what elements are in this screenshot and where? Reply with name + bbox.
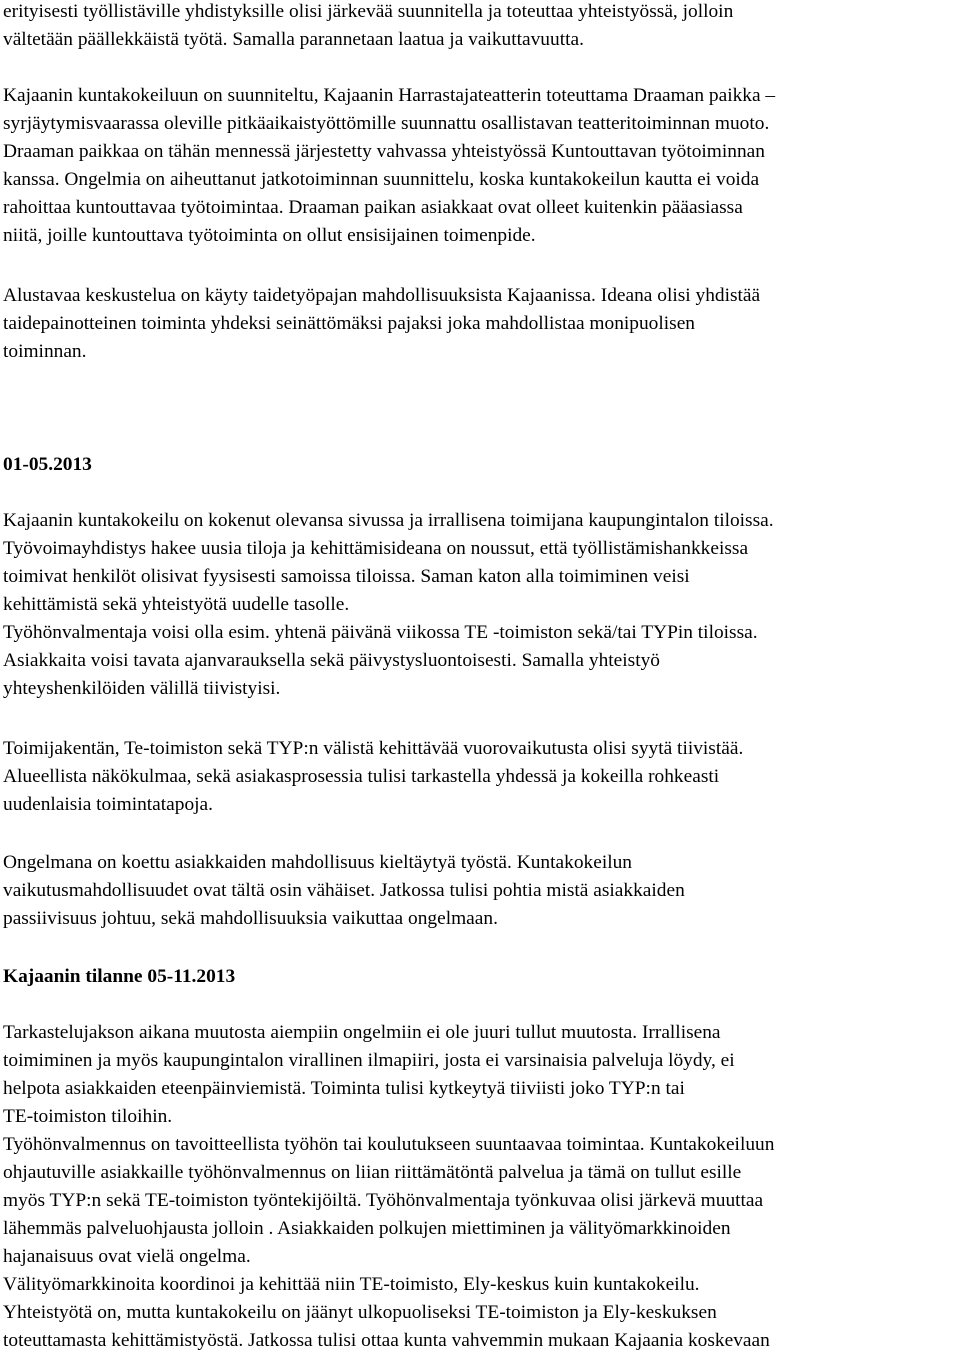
- text-line: Toimijakentän, Te-toimiston sekä TYP:n välistä kehittävää vuorovaikutusta olisi syytä tiivistää.: [3, 738, 744, 759]
- heading-text: Kajaanin tilanne 05-11.2013: [3, 966, 236, 987]
- text-line: toiminnan.: [3, 341, 87, 362]
- text-line: erityisesti työllistäville yhdistyksille olisi järkevää suunnitella ja toteuttaa yhteistyössä, jolloin: [3, 1, 734, 22]
- paragraph-taidetyopaja: [3, 282, 960, 366]
- paragraph-ongelmana: [3, 849, 960, 933]
- text-line: TE-toimiston tiloihin.: [3, 1106, 173, 1127]
- text-line: syrjäytymisvaarassa oleville pitkäaikaistyöttömille suunnattu osallistavan teatteritoiminnan muoto.: [3, 113, 770, 134]
- paragraph-tilat: [3, 507, 960, 703]
- text-line: Työhönvalmennus on tavoitteellista työhön tai koulutukseen suuntaavaa toimintaa. Kuntakokeiluun: [3, 1134, 775, 1155]
- text-line: Alustavaa keskustelua on käyty taidetyöpajan mahdollisuuksista Kajaanissa. Ideana olisi yhdistää: [3, 285, 761, 306]
- text-line: Draaman paikkaa on tähän mennessä järjestetty vahvassa yhteistyössä Kuntouttavan työtoiminnan: [3, 141, 765, 162]
- text-line: hajanaisuus ovat vielä ongelma.: [3, 1246, 251, 1267]
- section-heading-01-05-2013: [3, 451, 960, 479]
- text-line: toimiminen ja myös kaupungintalon virallinen ilmapiiri, josta ei varsinaisia palveluja löydy, ei: [3, 1050, 735, 1071]
- text-line: kanssa. Ongelmia on aiheuttanut jatkotoiminnan suunnittelu, koska kuntakokeilun kautta ei voida: [3, 169, 760, 190]
- paragraph-intro: [3, 0, 960, 54]
- section-heading-kajaanin-tilanne: [3, 963, 960, 991]
- text-line: Kajaanin kuntakokeilu on kokenut olevansa sivussa ja irrallisena toimijana kaupungintalon tiloissa.: [3, 510, 774, 531]
- paragraph-tarkastelujakso: [3, 1019, 960, 1355]
- paragraph-draaman-paikka: [3, 82, 960, 250]
- text-line: ohjautuville asiakkaille työhönvalmennus on liian riittämätöntä palvelua ja tämä on tullut esille: [3, 1162, 742, 1183]
- text-line: uudenlaisia toimintatapoja.: [3, 794, 214, 815]
- paragraph-vuorovaikutus: [3, 735, 960, 819]
- text-line: Asiakkaita voisi tavata ajanvarauksella sekä päivystysluontoisesti. Samalla yhteistyö: [3, 650, 660, 671]
- text-line: Työhönvalmentaja voisi olla esim. yhtenä päivänä viikossa TE -toimiston sekä/tai TYPin tiloissa.: [3, 622, 758, 643]
- text-line: rahoittaa kuntouttavaa työtoimintaa. Draaman paikan asiakkaat ovat olleet kuitenkin pääasiassa: [3, 197, 743, 218]
- text-line: yhteyshenkilöiden välillä tiivistyisi.: [3, 678, 281, 699]
- text-line: Tarkastelujakson aikana muutosta aiempiin ongelmiin ei ole juuri tullut muutosta. Irrallisena: [3, 1022, 721, 1043]
- text-line: taidepainotteinen toiminta yhdeksi seinättömäksi pajaksi joka mahdollistaa monipuolisen: [3, 313, 696, 334]
- text-line: toimivat henkilöt olisivat fyysisesti samoissa tiloissa. Saman katon alla toimiminen veisi: [3, 566, 690, 587]
- text-line: kehittämistä sekä yhteistyötä uudelle tasolle.: [3, 594, 350, 615]
- text-line: vältetään päällekkäistä työtä. Samalla parannetaan laatua ja vaikuttavuutta.: [3, 29, 584, 50]
- text-line: Ongelmana on koettu asiakkaiden mahdollisuus kieltäytyä työstä. Kuntakokeilun: [3, 852, 632, 873]
- text-line: helpota asiakkaiden eteenpäinviemistä. Toiminta tulisi kytkeytyä tiiviisti joko TYP:n tai: [3, 1078, 685, 1099]
- text-line: vaikutusmahdollisuudet ovat tältä osin vähäiset. Jatkossa tulisi pohtia mistä asiakkaiden: [3, 880, 685, 901]
- text-line: niitä, joille kuntouttava työtoiminta on ollut ensisijainen toimenpide.: [3, 225, 536, 246]
- text-line: Välityömarkkinoita koordinoi ja kehittää niin TE-toimisto, Ely-keskus kuin kuntakokeilu.: [3, 1274, 700, 1295]
- text-line: lähemmäs palveluohjausta jolloin . Asiakkaiden polkujen miettiminen ja välityömarkkinoiden: [3, 1218, 731, 1239]
- text-line: passiivisuus johtuu, sekä mahdollisuuksia vaikuttaa ongelmaan.: [3, 908, 498, 929]
- heading-text: 01-05.2013: [3, 454, 92, 475]
- text-line: myös TYP:n sekä TE-toimiston työntekijöiltä. Työhönvalmentaja työnkuvaa olisi järkevä muuttaa: [3, 1190, 764, 1211]
- text-line: toteuttamasta kehittämistyöstä. Jatkossa tulisi ottaa kunta vahvemmin mukaan Kajaania koskevaan: [3, 1330, 770, 1351]
- text-line: Työvoimayhdistys hakee uusia tiloja ja kehittämisideana on noussut, että työllistämishankkeissa: [3, 538, 749, 559]
- text-line: Yhteistyötä on, mutta kuntakokeilu on jäänyt ulkopuoliseksi TE-toimiston ja Ely-keskuksen: [3, 1302, 717, 1323]
- text-line: Kajaanin kuntakokeiluun on suunniteltu, Kajaanin Harrastajateatterin toteuttama Draaman paikka –: [3, 85, 776, 106]
- text-line: Alueellista näkökulmaa, sekä asiakasprosessia tulisi tarkastella yhdessä ja kokeilla rohkeasti: [3, 766, 720, 787]
